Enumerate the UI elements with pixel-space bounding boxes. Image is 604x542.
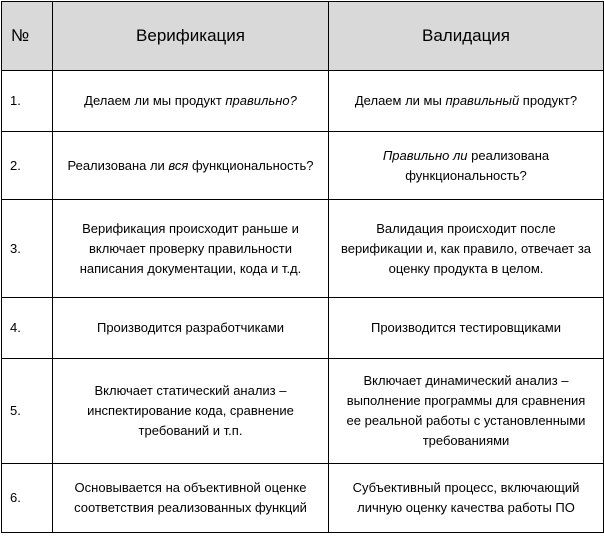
text-emphasis: Правильно ли xyxy=(382,147,468,163)
header-row xyxy=(2,2,604,71)
table-row xyxy=(2,298,604,359)
verification-cell: Производится разработчиками xyxy=(53,298,329,359)
table-row xyxy=(2,200,604,298)
validation-cell: Производится тестировщиками xyxy=(329,298,604,359)
verification-cell: Основывается на объективной оценке соответствия реализованных функций xyxy=(53,464,329,533)
verification-cell xyxy=(53,132,329,200)
validation-cell xyxy=(329,71,604,132)
validation-cell: Валидация происходит после верификации и, как правило, отвечает за оценку продукта в целом. xyxy=(329,200,604,298)
table-body xyxy=(2,71,604,533)
table-header xyxy=(2,2,604,71)
text-plain: функциональность? xyxy=(188,157,314,173)
header-validation: Валидация xyxy=(329,2,604,71)
text-plain: Делаем ли мы xyxy=(354,93,446,108)
row-number: 2. xyxy=(2,132,53,200)
table-row xyxy=(2,359,604,464)
verification-cell: Верификация происходит раньше и включает проверку правильности написания документации, кода и т.д. xyxy=(53,200,329,298)
text-plain: реализована функциональность? xyxy=(405,147,550,183)
text-emphasis: вся xyxy=(168,157,189,173)
header-number: № xyxy=(2,2,53,71)
text-plain: продукт? xyxy=(519,93,578,108)
validation-cell: Включает динамический анализ – выполнение программы для сравнения ее реальной работы с установленными требованиями xyxy=(329,359,604,464)
row-number: 5. xyxy=(2,359,53,464)
text-emphasis: правильный xyxy=(445,93,520,108)
table-row xyxy=(2,464,604,533)
text-plain: Реализована ли xyxy=(67,157,169,173)
row-number: 4. xyxy=(2,298,53,359)
validation-cell: Субъективный процесс, включающий личную оценку качества работы ПО xyxy=(329,464,604,533)
verification-cell xyxy=(53,71,329,132)
table-row xyxy=(2,71,604,132)
comparison-table xyxy=(1,1,604,533)
text-plain: Делаем ли мы продукт xyxy=(84,93,226,108)
text-emphasis: правильно? xyxy=(225,93,297,108)
verification-cell: Включает статический анализ – инспектирование кода, сравнение требований и т.п. xyxy=(53,359,329,464)
row-number: 3. xyxy=(2,200,53,298)
table-row xyxy=(2,132,604,200)
header-verification: Верификация xyxy=(53,2,329,71)
row-number: 6. xyxy=(2,464,53,533)
validation-cell xyxy=(329,132,604,200)
row-number: 1. xyxy=(2,71,53,132)
